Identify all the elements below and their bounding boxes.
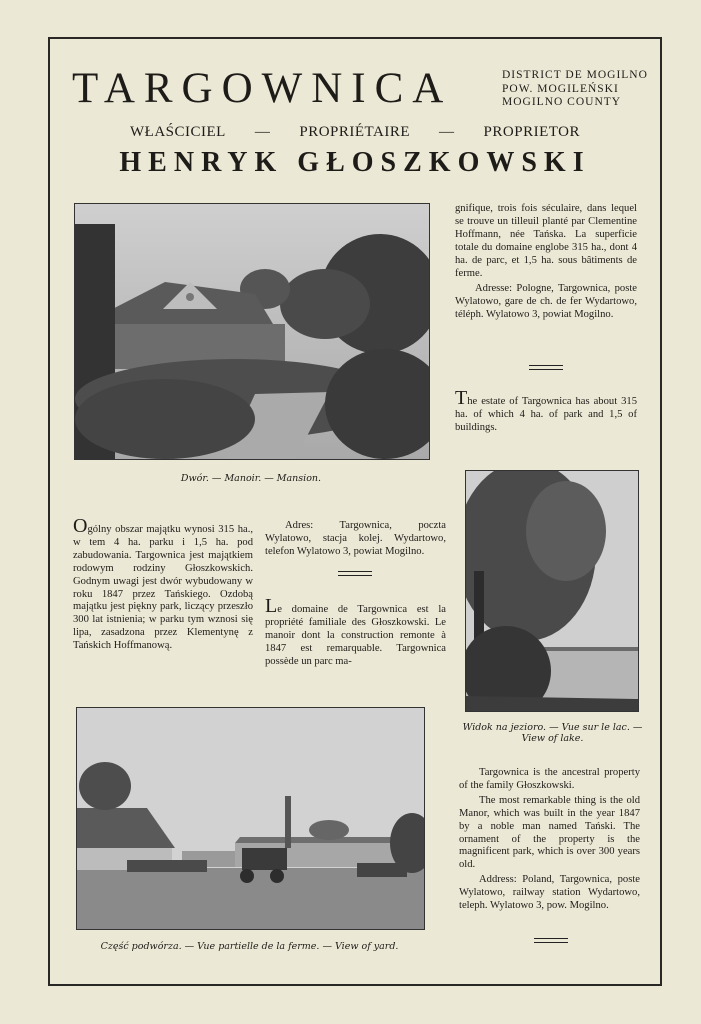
lake-caption [460,722,645,744]
drop-cap: O [73,515,88,537]
english-paragraph: Targownica is the ancestral property of the family Głoszkowski. [459,767,640,791]
english-intro [455,387,637,435]
french-paragraph: gnifique, trois fois séculaire, dans lequel se trouve un tilleuil planté par Clementine Hoffmann, née Tańska. La superficie totale du domaine englobe 315 ha., dont 4 ha. de parc, et 1,5 ha. sous bâtiments de ferme. [455,203,637,279]
french-address: Adresse: Pologne, Targownica, poste Wylatowo, gare de ch. de fer Wydartowo, téléph. Wylatowo 3, powiat Mogilno. [455,283,637,321]
drop-cap: L [265,595,278,617]
lake-caption-line: Widok na jezioro. — Vue sur le lac. — [462,722,643,733]
polish-text [73,515,253,653]
page-title: TARGOWNICA [72,65,453,112]
english-text [459,767,640,913]
divider-rule [529,365,563,370]
french-continuation [455,203,637,322]
english-intro-text: he estate of Targownica has about 315 ha. of which 4 ha. of park and 1,5 of buildings. [455,396,637,433]
role-dash: — [254,124,271,140]
lake-caption-line: View of lake. [521,733,584,744]
yard-caption: Część podwórza. — Vue partielle de la ferme. — View of yard. [100,941,399,952]
english-address: Address: Poland, Targownica, poste Wylatowo, railway station Wydartowo, teleph. Wylatowo 3, pow. Mogilno. [459,874,640,912]
french-start [265,595,446,669]
drop-cap: T [455,387,468,409]
district-line: POW. MOGILEŃSKI [502,82,619,95]
role-polish: WŁAŚCICIEL [130,124,226,140]
owner-name: HENRYK GŁOSZKOWSKI [119,147,591,178]
manor-photo [74,203,430,460]
role-dash: — [439,124,455,140]
polish-paragraph: gólny obszar majątku wynosi 315 ha., w tem 4 ha. parku i 1,5 ha. pod zabudowania. Targownica jest majątkiem rodowym rodziny Głoszkowskich. Godnym uwagi jest dwór wybudowany w roku 1847 przez Tańskiego. Ozdobą majątku jest piękny park, liczący przeszło 300 lat istnienia; w parku tym wznosi się lipa, zasadzona przez Klementynę z Tańskich Hoffmanową. [73,524,253,652]
english-paragraph: The most remarkable thing is the old Manor, which was built in the year 1847 by a noble man named Tański. The ornament of the property is the magnificent park, which is over 300 years old. [459,794,640,871]
yard-photo [76,707,425,930]
lake-photo [465,470,639,712]
manor-caption: Dwór. — Manoir. — Mansion. [180,473,322,484]
french-start-text: e domaine de Targownica est la propriété familiale des Głoszkowski. Le manoir dont la construction remonte à 1847 est remarquable. Targownica possède un parc ma- [265,604,446,667]
polish-address-column [265,520,446,559]
polish-address: Adres: Targownica, poczta Wylatowo, stacja kolej. Wydartowo, telefon Wylatowo 3, powiat Mogilno. [265,520,446,557]
divider-rule [534,938,568,943]
district-line: DISTRICT DE MOGILNO [502,69,648,81]
district-block [502,69,648,110]
role-french: PROPRIÉTAIRE [299,124,411,140]
role-english: PROPRIETOR [483,124,580,140]
district-line: MOGILNO COUNTY [502,96,622,108]
owner-roles [130,124,580,141]
divider-rule [338,571,372,576]
